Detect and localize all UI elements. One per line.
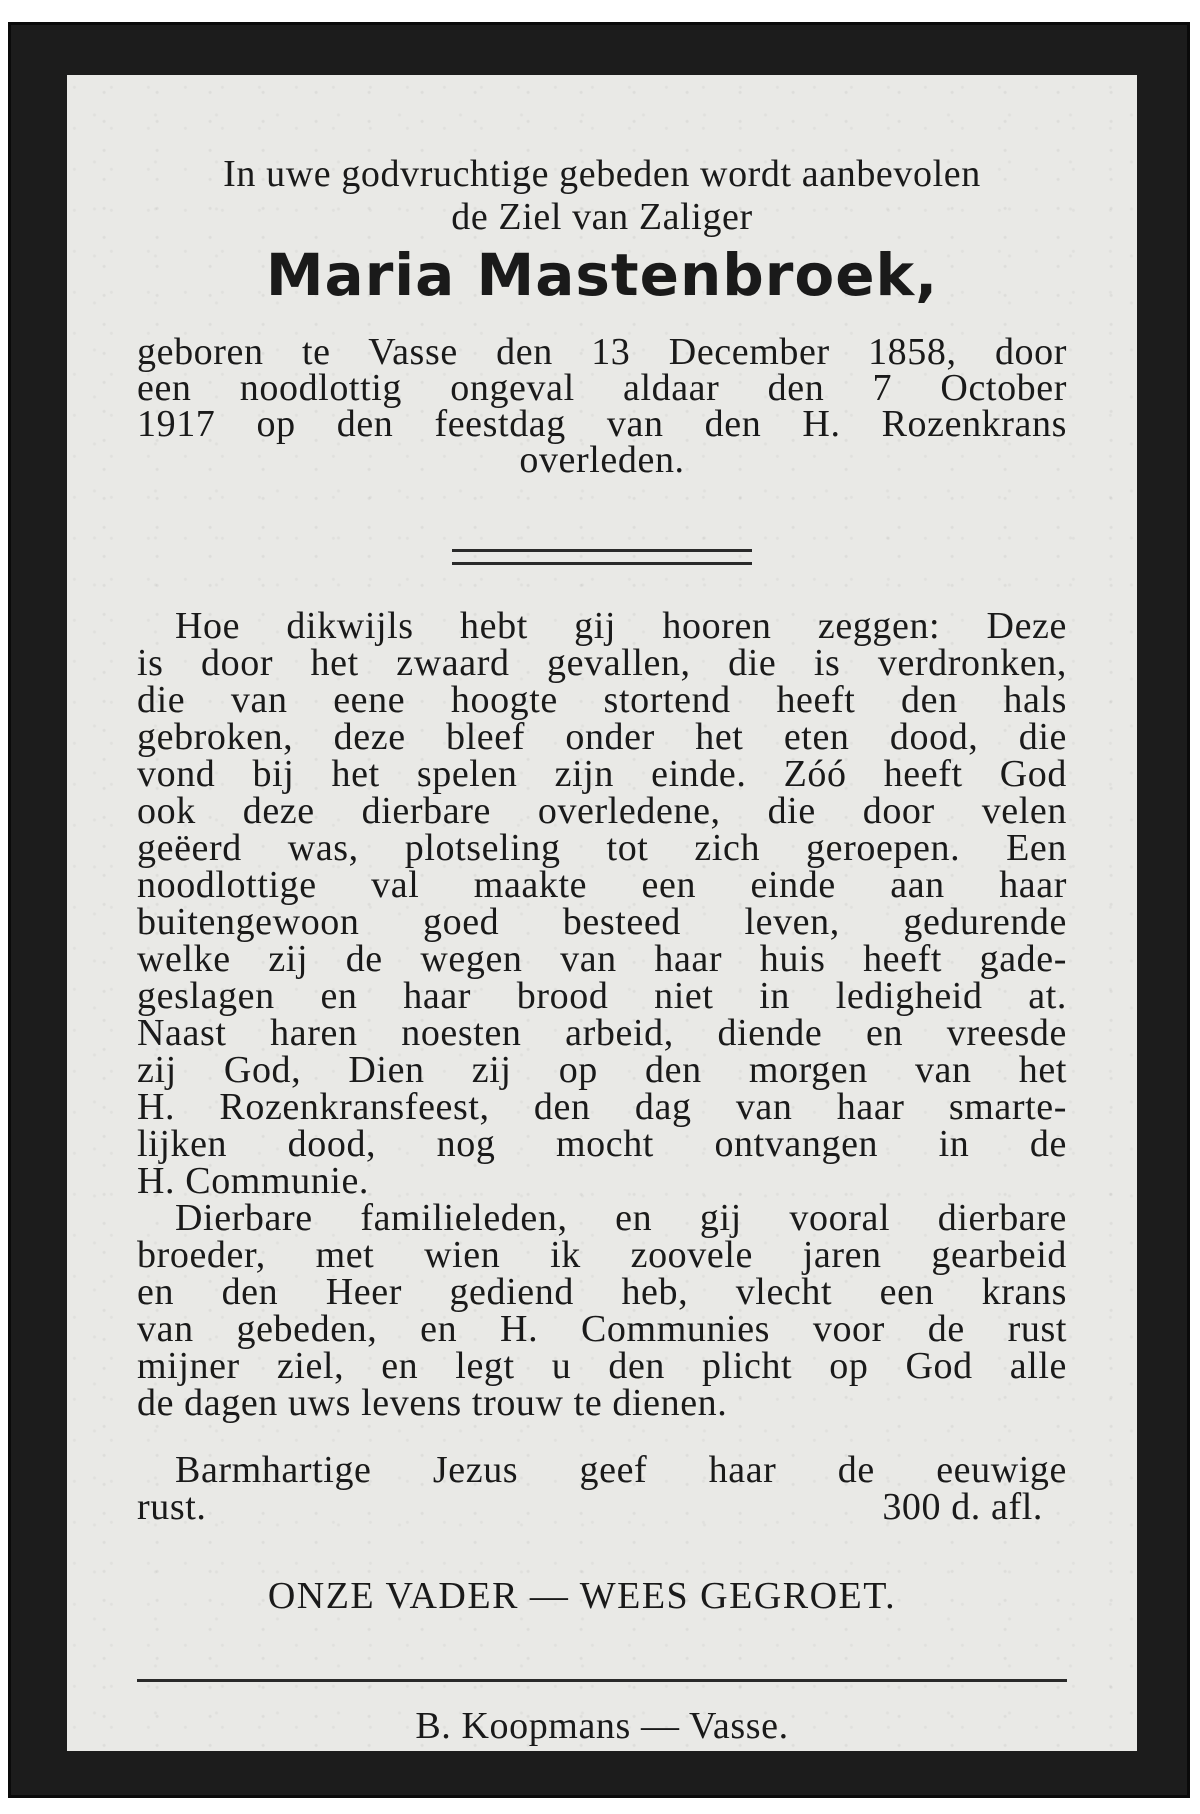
prayer-line-1: Barmhartige Jezus geef haar de eeuwige [175,1449,1067,1491]
intro-line-1: In uwe godvruchtige gebeden wordt aanbevolen [223,153,981,195]
printer-credit: B. Koopmans — Vasse. [415,1705,789,1747]
paragraph-1-line: Naast haren noesten arbeid, diende en vreesde [137,1012,1067,1054]
birth-death-line-3: 1917 op den feestdag van den H. Rozenkrans [137,403,1067,445]
paragraph-1-line: buitengewoon goed besteed leven, gedurende [137,901,1067,943]
double-divider [452,549,752,565]
paragraph-2-line: mijner ziel, en legt u den plicht op God alle [137,1345,1067,1387]
paragraph-1-line: zij God, Dien zij op den morgen van het [137,1049,1067,1091]
paragraph-2-line: en den Heer gediend heb, vlecht een krans [137,1271,1067,1313]
birth-death-line-1: geboren te Vasse den 13 December 1858, door [137,331,1067,373]
paragraph-1-line: H. Communie. [137,1160,370,1202]
paragraph-1-line: Hoe dikwijls hebt gij hooren zeggen: Deze [175,605,1067,647]
paragraph-2-line: van gebeden, en H. Communies voor de rust [137,1308,1067,1350]
paragraph-1-line: vond bij het spelen zijn einde. Zóó heeft God [137,753,1067,795]
paragraph-1-line: ook deze dierbare overledene, die door velen [137,790,1067,832]
paragraph-1-line: H. Rozenkransfeest, den dag van haar smarte- [137,1086,1067,1128]
paragraph-2-line: Dierbare familieleden, en gij vooral dierbare [175,1197,1067,1239]
paragraph-1-line: die van eene hoogte stortend heeft den hals [137,679,1067,721]
intro-line-2: de Ziel van Zaliger [451,196,753,238]
paragraph-1-line: geslagen en haar brood niet in ledigheid at. [137,975,1067,1017]
paragraph-1-line: lijken dood, nog mocht ontvangen in de [137,1123,1067,1165]
paragraph-1-line: is door het zwaard gevallen, die is verdronken, [137,642,1067,684]
birth-death-line-4: overleden. [519,439,685,481]
paragraph-2-line: de dagen uws levens trouw te dienen. [137,1382,728,1424]
paragraph-1-line: welke zij de wegen van haar huis heeft gade- [137,938,1067,980]
paragraph-1-line: noodlottige val maakte een einde aan haar [137,864,1067,906]
birth-death-line-2: een noodlottig ongeval aldaar den 7 October [137,367,1067,409]
paragraph-1-line: geëerd was, plotseling tot zich geroepen. Een [137,827,1067,869]
closing-prayers: ONZE VADER — WEES GEGROET. [267,1575,897,1617]
bottom-divider [137,1679,1067,1682]
prayer-line-2-left: rust. [137,1486,207,1528]
paragraph-2-line: broeder, met wien ik zoovele jaren gearbeid [137,1234,1067,1276]
deceased-name: Maria Mastenbroek, [265,241,939,309]
mourning-border [8,22,1190,1798]
indulgence-note: 300 d. afl. [882,1486,1043,1528]
prayer-card [67,75,1137,1751]
paragraph-1-line: gebroken, deze bleef onder het eten dood, die [137,716,1067,758]
